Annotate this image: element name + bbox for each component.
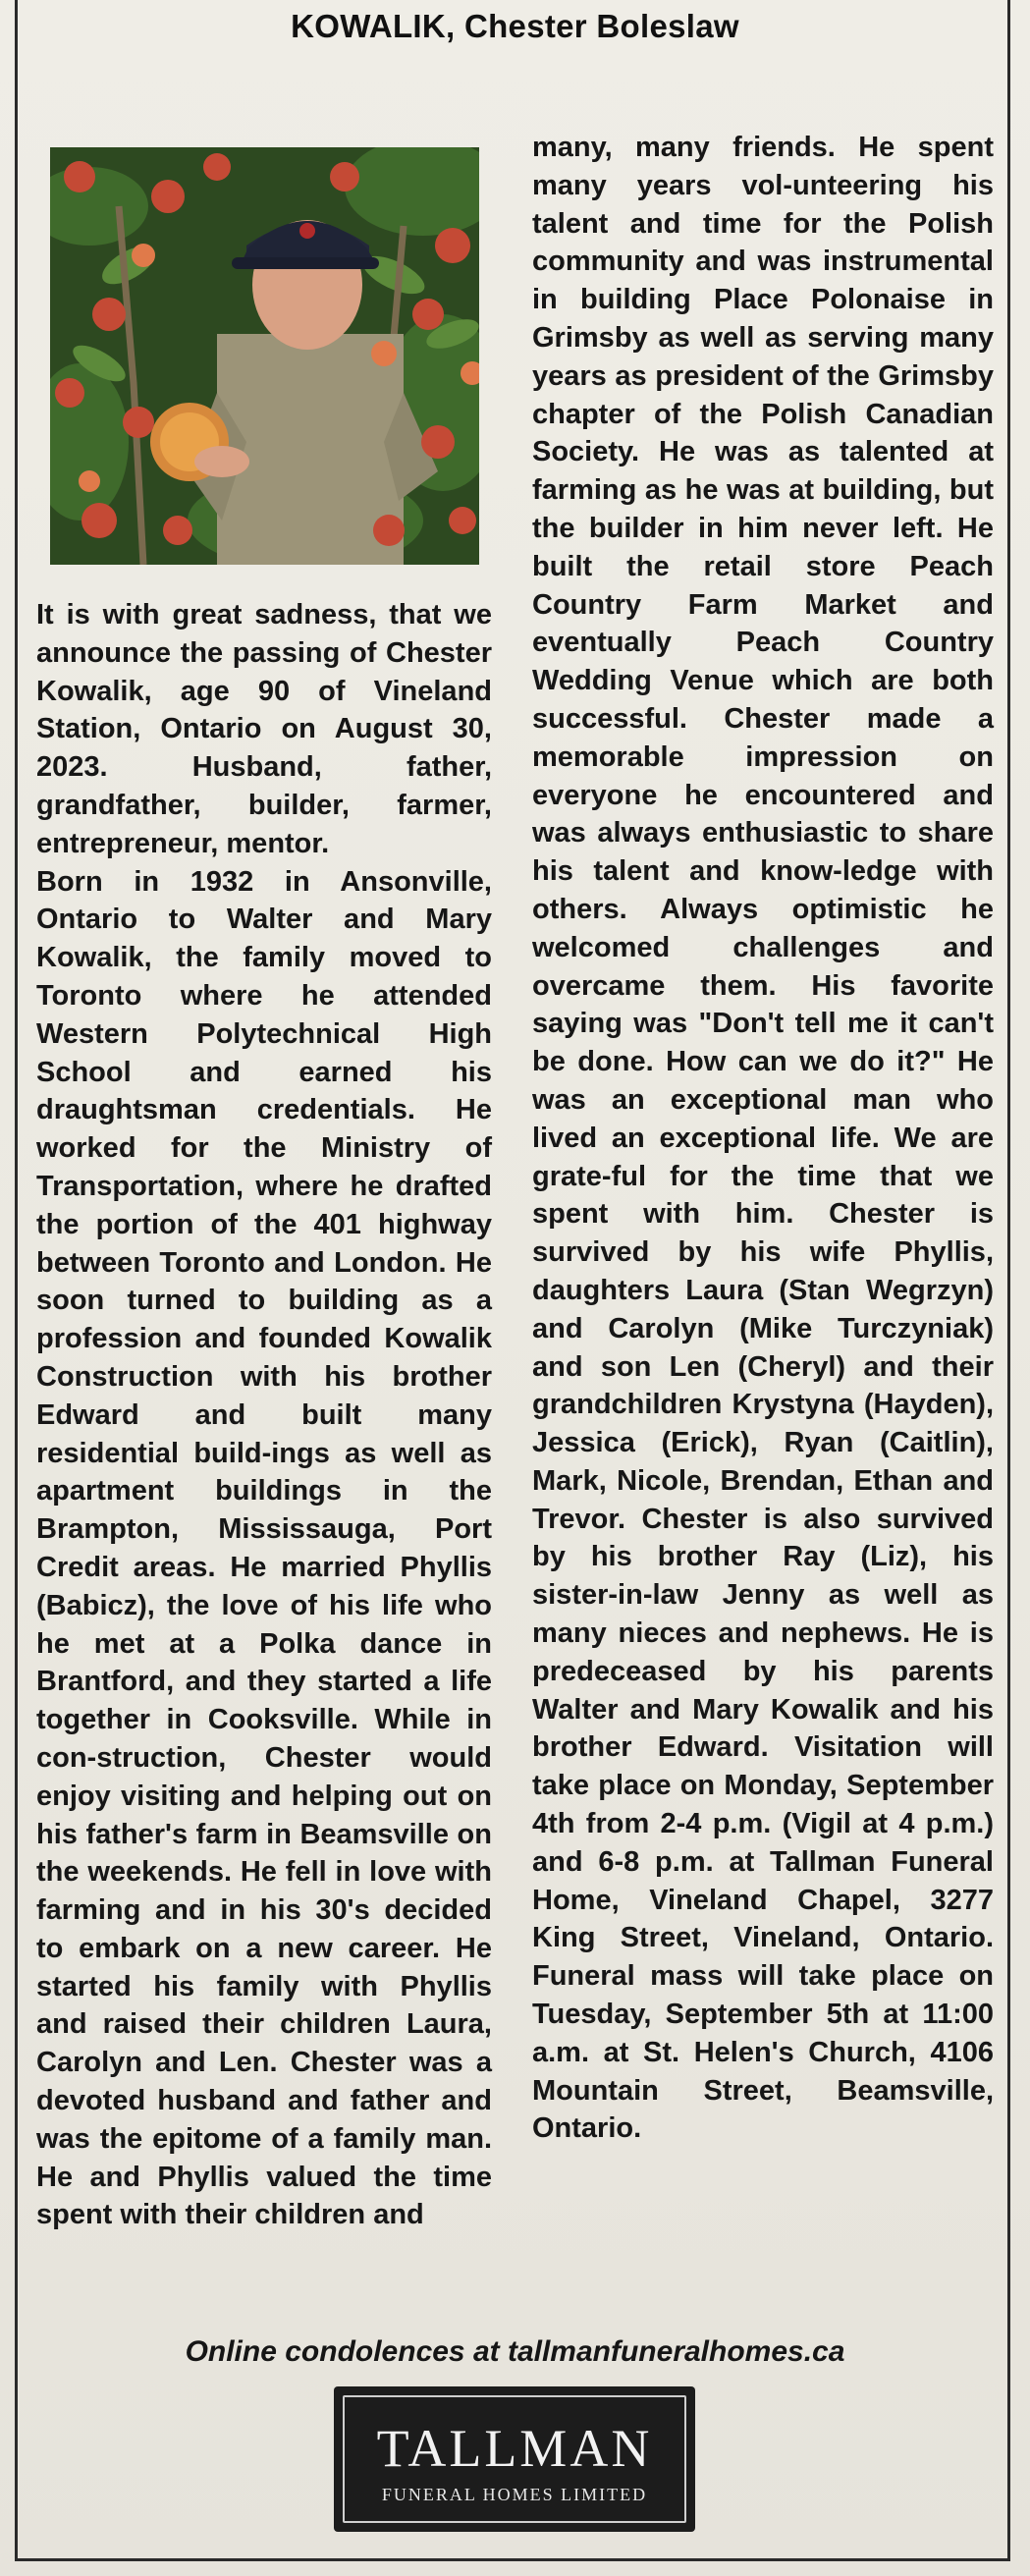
notice-paragraph: many, many friends. He spent many years vol-unteering his talent and time for the Polish community and was instrumental in building Place Polonaise in Grimsby as well as serving many years as president of the Grimsby chapter of the Polish Canadian Society. He was as talented at farming as he was at building, but the builder in him never left. He built the retail store Peach Country Farm Market and eventually Peach Country Wedding Venue which are both successful. Chester made a memorable impression on everyone he encountered and was always enthusiastic to share his talent and know-ledge with others. Always optimistic he welcomed challenges and overcame them. His favorite saying was "Don't tell me it can't be done. How can we do it?" He was an exceptional man who lived an exceptional life. We are grate-ful for the time that we spent with him. Chester is survived by his wife Phyllis, daughters Laura (Stan Wegrzyn) and Carolyn (Mike Turczyniak) and son Len (Cheryl) and their grandchildren Krystyna (Hayden), Jessica (Erick), Ryan (Caitlin), Mark, Nicole, Brendan, Ethan and Trevor. Chester is also survived by his brother Ray (Liz), his sister-in-law Jenny as well as many nieces and nephews. He is predeceased by his parents Walter and Mary Kowalik and his brother Edward. Visitation will take place on Monday, September 4th from 2-4 p.m. (Vigil at 4 p.m.) and 6-8 p.m. at Tallman Funeral Home, Vineland Chapel, 3277 King Street, Vineland, Ontario. Funeral mass will take place on Tuesday, September 5th at 11:00 a.m. at St. Helen's Church, 4106 Mountain Street, Beamsville, Ontario.	[532, 132, 994, 2145]
notice-paragraph: It is with great sadness, that we announce the passing of Chester Kowalik, age 90 of Vineland Station, Ontario on August 30, 2023. Husband, father, grandfather, builder, farmer, entrepreneur, mentor.	[36, 599, 492, 859]
portrait-photo	[50, 147, 479, 565]
logo-name: TALLMAN	[376, 2419, 653, 2478]
tallman-logo	[334, 2386, 695, 2532]
notice-column-left	[36, 596, 492, 2234]
notice-column-right	[532, 129, 994, 2148]
condolences-line: Online condolences at tallmanfuneralhomes.ca	[185, 2335, 845, 2368]
notice-title: KOWALIK, Chester Boleslaw	[291, 8, 739, 44]
notice-paragraph: Born in 1932 in Ansonville, Ontario to Walter and Mary Kowalik, the family moved to Toronto where he attended Western Polytechnical High School and earned his draughtsman credentials. He worked for the Ministry of Transportation, where he drafted the portion of the 401 highway between Toronto and London. He soon turned to building as a profession and founded Kowalik Construction with his brother Edward and built many residential build-ings as well as apartment buildings in the Brampton, Mississauga, Port Credit areas. He married Phyllis (Babicz), the love of his life who he met at a Polka dance in Brantford, and they started a life together in Cooksville. While in con-struction, Chester would enjoy visiting and helping out on his father's farm in Beamsville on the weekends. He fell in love with farming and in his 30's decided to embark on a new career. He started his family with Phyllis and raised their children Laura, Carolyn and Len. Chester was a devoted husband and father and was the epitome of a family man. He and Phyllis valued the time spent with their children and	[36, 865, 492, 2231]
portrait-photo-illustration	[50, 147, 479, 565]
logo-subtitle: FUNERAL HOMES LIMITED	[381, 2485, 648, 2504]
